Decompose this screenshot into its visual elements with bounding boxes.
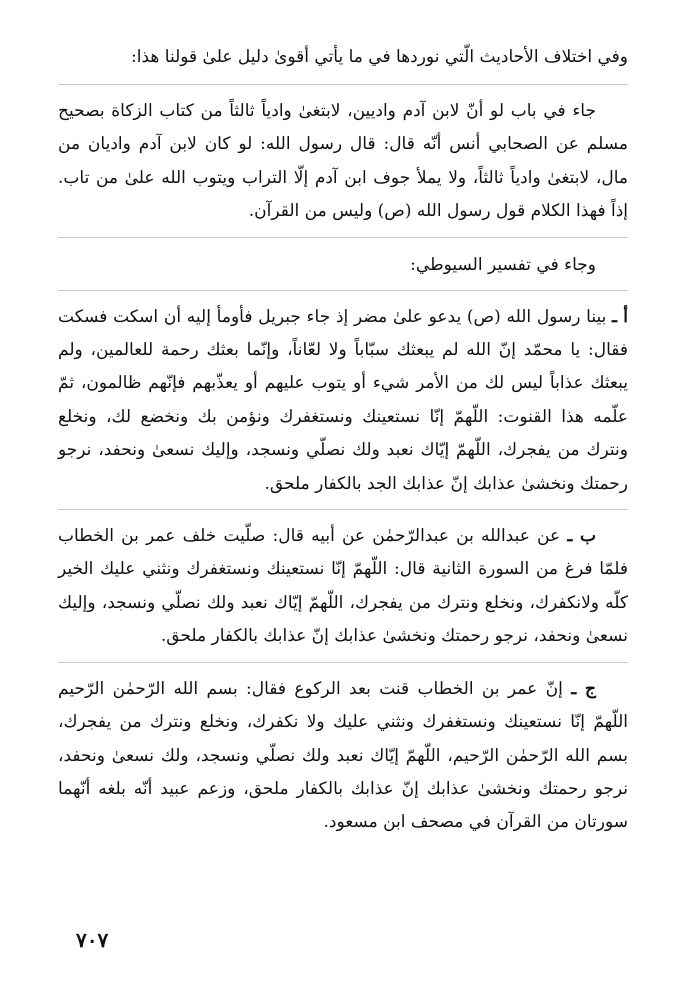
page-body bbox=[58, 40, 628, 840]
section-divider bbox=[58, 237, 628, 238]
suyuti-intro: وجاء في تفسير السيوطي: bbox=[410, 254, 596, 275]
narration-label: أ ـ bbox=[612, 306, 628, 327]
narration-a bbox=[58, 301, 628, 501]
narration-text: بينا رسول الله (ص) يدعو علىٰ مضر إذ جاء جبريل فأومأ إليه أن اسكت فسكت فقال: يا محمّد إنّ الله لم يبعثك سبّاباً ولا لعّاناً، وإنّما بعثك رحمة للعالمين، ولم يبعثك عذاباً ليس لك من الأمر شيء أو يتوب عليهم أو يعذّبهم فإنّهم ظالمون، ثمّ علّمه هذا القنوت: اللّهمّ إنّا نستعينك ونستغفرك ونؤمن بك ونخضع لك، ونخلع ونترك من يفجرك، اللّهمّ إيّاك نعبد ولك نصلّي ونسجد، وإليك نسعىٰ ونحفد، نرجو رحمتك ونخشىٰ عذابك إنّ عذابك الجد بالكفار ملحق. bbox=[58, 306, 628, 494]
section-divider bbox=[58, 662, 628, 663]
narration-text: عن عبدالله بن عبدالرّحمٰن عن أبيه قال: صلّيت خلف عمر بن الخطاب فلمّا فرغ من السورة الثانية قال: اللّهمّ إنّا نستعينك ونستغفرك ونثني عليك الخير كلّه ولانكفرك، ونخلع ونترك من يفجرك، اللّهمّ إيّاك نعبد ولك نصلّي ونسجد، وإليك نسعىٰ ونحفد، نرجو رحمتك ونخشىٰ عذابك إنّ عذابك بالكفار ملحق. bbox=[58, 526, 628, 647]
section-divider bbox=[58, 290, 628, 291]
narration-label: ج ـ bbox=[571, 678, 597, 699]
narration-label: ب ـ bbox=[567, 526, 597, 547]
narration-c bbox=[58, 673, 628, 840]
intro-line: وفي اختلاف الأحاديث الّتي نوردها في ما يأتي أقوىٰ دليل علىٰ قولنا هذا: bbox=[131, 47, 628, 67]
section-divider bbox=[58, 509, 628, 510]
narration-b bbox=[58, 520, 628, 654]
narration-text: إنّ عمر بن الخطاب قنت بعد الركوع فقال: بسم الله الرّحمٰن الرّحيم اللّهمّ إنّا نستعينك ونستغفرك ونثني عليك ولا نكفرك، ونخلع ونترك من يفجرك، بسم الله الرّحمٰن الرّحيم، اللّهمّ إيّاك نعبد ولك نصلّي ونسجد، ولك نسعىٰ ونحفد، نرجو رحمتك ونخشىٰ عذابك إنّ عذابك بالكفار ملحق، وزعم عبيد أنّه بلغه أنّهما سورتان من القرآن في مصحف ابن مسعود. bbox=[58, 678, 628, 833]
section-divider bbox=[58, 84, 628, 85]
page-number: ٧٠٧ bbox=[76, 928, 109, 952]
muslim-paragraph: جاء في باب لو أنّ لابن آدم واديين، لابتغىٰ وادياً ثالثاً من كتاب الزكاة بصحيح مسلم عن الصحابي أنس أنّه قال: قال رسول الله: لو كان لابن آدم واديان من مال، لابتغىٰ وادياً ثالثاً، ولا يملأ جوف ابن آدم إلّا التراب ويتوب الله علىٰ من تاب. إذاً فهذا الكلام قول رسول الله (ص) وليس من القرآن. bbox=[58, 101, 628, 222]
